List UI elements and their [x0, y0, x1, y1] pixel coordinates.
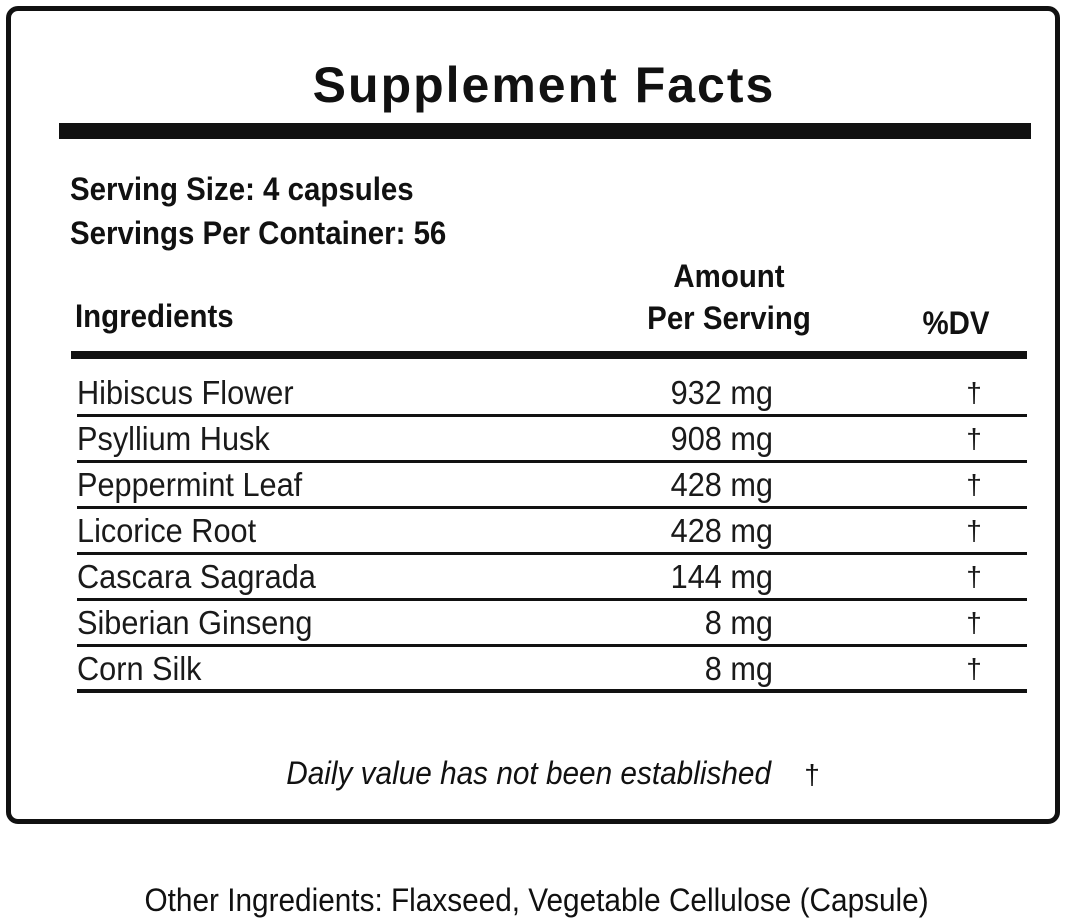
ingredient-amount: 908 mg — [670, 420, 773, 457]
other-ingredients-text: Other Ingredients: Flaxseed, Vegetable Cellulose (Capsule) — [144, 882, 930, 918]
table-row — [77, 463, 1027, 509]
ingredient-amount: 8 mg — [704, 604, 773, 641]
ingredient-name: Cascara Sagrada — [77, 558, 316, 595]
other-ingredients — [0, 880, 1074, 920]
header-ingredients: Ingredients — [75, 298, 234, 334]
footnote-text: Daily value has not been established — [286, 755, 772, 791]
ingredient-name: Corn Silk — [77, 650, 202, 687]
table-row — [77, 417, 1027, 463]
header-dv: %DV — [922, 305, 990, 341]
ingredient-amount: 428 mg — [670, 512, 773, 549]
ingredient-table — [77, 371, 1027, 693]
servings-per-container: Servings Per Container: 56 — [70, 215, 447, 251]
daily-value-footnote — [11, 753, 1074, 795]
header-amount — [620, 255, 837, 339]
serving-size: Serving Size: 4 capsules — [70, 171, 414, 207]
ingredient-dv: † — [966, 607, 982, 638]
ingredient-amount: 428 mg — [670, 466, 773, 503]
table-row — [77, 601, 1027, 647]
ingredient-amount: 144 mg — [670, 558, 773, 595]
ingredient-amount: 8 mg — [704, 650, 773, 687]
ingredient-name: Siberian Ginseng — [77, 604, 313, 641]
ingredient-dv: † — [966, 423, 982, 454]
table-row — [77, 509, 1027, 555]
header-amount-line1: Amount — [673, 258, 785, 294]
table-row — [77, 555, 1027, 601]
ingredient-name: Psyllium Husk — [77, 420, 270, 457]
ingredient-dv: † — [966, 377, 982, 408]
header-amount-line2: Per Serving — [647, 300, 811, 336]
panel-title: Supplement Facts — [312, 57, 776, 113]
header-divider — [71, 351, 1027, 359]
ingredient-name: Peppermint Leaf — [77, 466, 303, 503]
ingredient-name: Licorice Root — [77, 512, 257, 549]
title-divider — [59, 123, 1031, 139]
table-row — [77, 647, 1027, 693]
ingredient-amount: 932 mg — [670, 374, 773, 411]
ingredient-name: Hibiscus Flower — [77, 374, 294, 411]
footnote-symbol: † — [804, 759, 820, 790]
supplement-facts-panel — [6, 6, 1060, 824]
ingredient-dv: † — [966, 515, 982, 546]
ingredient-dv: † — [966, 653, 982, 684]
table-row — [77, 371, 1027, 417]
ingredient-dv: † — [966, 561, 982, 592]
ingredient-dv: † — [966, 469, 982, 500]
